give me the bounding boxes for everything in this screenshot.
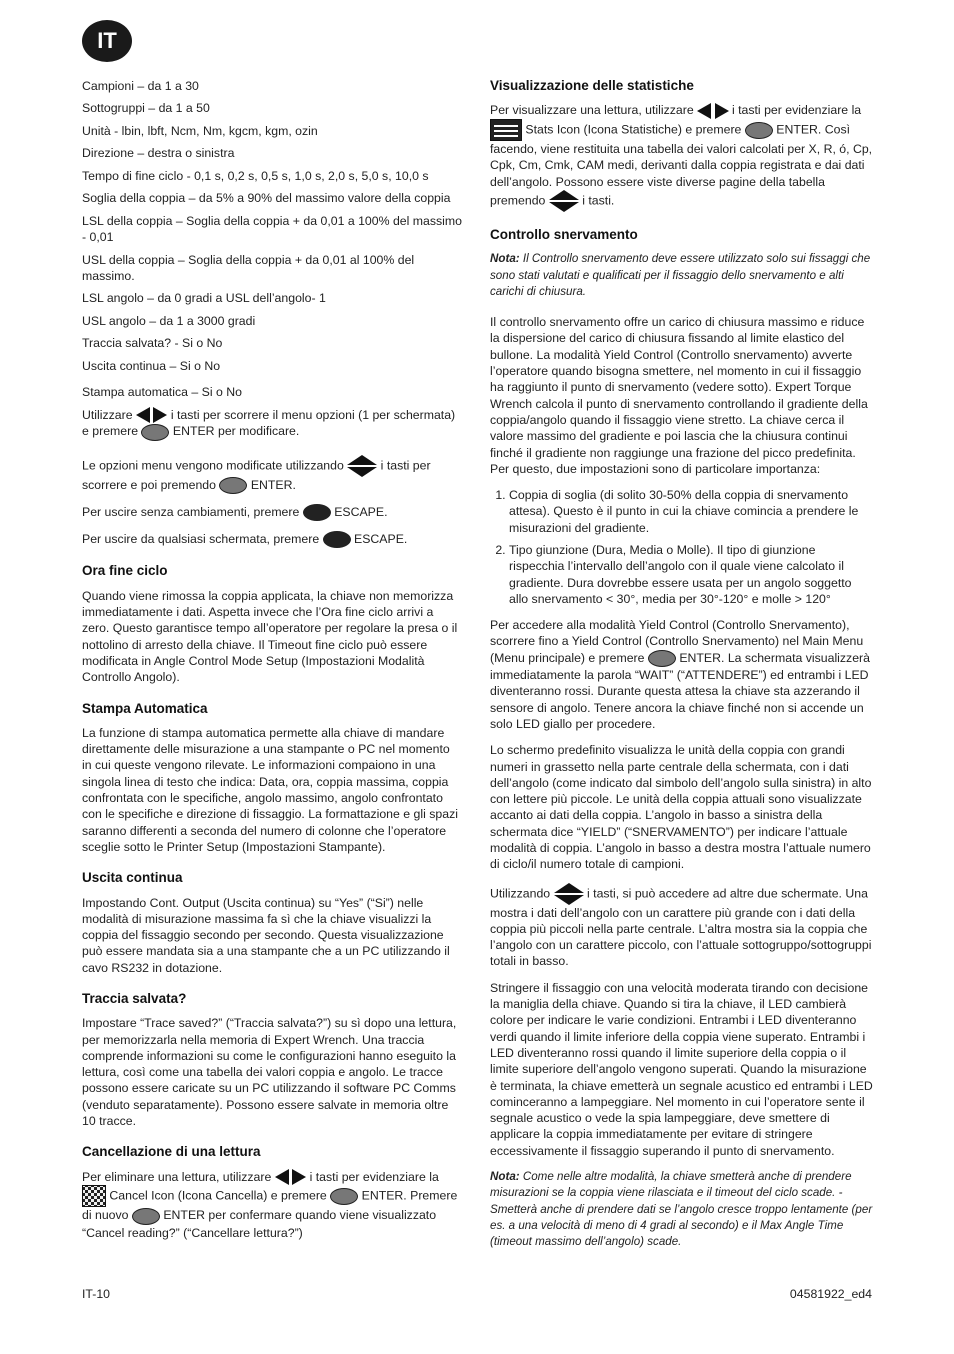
- cancel-icon: [82, 1185, 106, 1207]
- enter-button-icon: [141, 424, 169, 441]
- option-item: Sottogruppi – da 1 a 50: [82, 101, 210, 116]
- paragraph-traccia-salvata: Impostare “Trace saved?” (“Traccia salvata?”) su sì dopo una lettura, per memorizzarla nella memoria di Expert Wrench. Una traccia comprende informazioni su come le configurazioni hanno eseguito la lettura, così come una tabella dei valori coppia e angolo. Le tracce possono essere caricate su un PC utilizzando il software PC Comms (venduto separatamente). Possono essere salvate in memoria oltre 10 tracce.: [82, 1016, 457, 1129]
- options-list: [82, 78, 462, 401]
- option-item: Campioni – da 1 a 30: [82, 79, 199, 93]
- list-item: 2. Tipo giunzione (Dura, Media o Molle). Il tipo di giunzione rispecchia l’intervallo dell’angolo con il quale viene calcolato il gradiente. Dura dovrebbe essere usata per un angolo soggetto allo snervamento < 30°, media per 30°-120° e molle > 120°: [509, 542, 874, 607]
- escape-button-icon: [323, 531, 351, 548]
- option-item: LSL angolo – da 0 gradi a USL dell’angolo- 1: [82, 291, 326, 306]
- arrow-left-icon: [697, 103, 711, 119]
- heading-statistiche: Visualizzazione delle statistiche: [490, 78, 694, 93]
- option-item: Stampa automatica – Si o No: [82, 385, 242, 400]
- option-item: Soglia della coppia – da 5% a 90% del massimo valore della coppia: [82, 191, 451, 206]
- arrow-right-icon: [153, 407, 167, 423]
- heading-cancellazione: Cancellazione di una lettura: [82, 1144, 261, 1160]
- paragraph-ora-fine-ciclo: Quando viene rimossa la coppia applicata, la chiave non memorizza immediatamente i dati. Aspetta invece che l’Ora fine ciclo arrivi a zero. Questo garantisce tempo all’operatore per regolare la presa o il nottolino di arresto della chiave. Il Timeout fine ciclo può essere modificata in Angle Control Mode Setup (Impostazioni Modalità Controllo Angolo).: [82, 588, 458, 685]
- settings-list: [490, 487, 874, 607]
- option-item: Uscita continua – Si o No: [82, 358, 221, 373]
- arrow-right-icon: [292, 1169, 306, 1185]
- page-number: IT-10: [82, 1287, 111, 1301]
- language-badge: IT: [82, 20, 132, 62]
- up-down-arrows-icon: [549, 190, 579, 212]
- note-1: Nota: Il Controllo snervamento deve essere utilizzato solo sui fissaggi che sono stati valutati e qualificati per il fissaggio dello snervamento e alti carichi di chiusura.: [490, 252, 871, 298]
- arrow-right-icon: [715, 103, 729, 119]
- option-item: Tempo di fine ciclo - 0,1 s, 0,2 s, 0,5 s, 1,0 s, 2,0 s, 5,0 s, 10,0 s: [82, 168, 429, 183]
- stats-icon: [490, 119, 522, 141]
- note-2: Nota: Come nelle altre modalità, la chiave smetterà anche di prendere misurazioni se la coppia viene rilasciata e il timeout del ciclo scade. -Smetterà anche di prendere dati se l’angolo cresce troppo lentamente (per es. a una velocità di meno di 4 gradi al secondo) e il Max Angle Time (timeout massimo dell’angolo) scade.: [490, 1170, 873, 1249]
- heading-uscita-continua: Uscita continua: [82, 870, 183, 886]
- option-item: USL della coppia – Soglia della coppia + da 0,01 al 100% del massimo.: [82, 252, 415, 283]
- enter-button-icon: [132, 1208, 160, 1225]
- option-item: Unità - lbin, lbft, Ncm, Nm, kgcm, kgm, ozin: [82, 123, 318, 138]
- arrow-left-icon: [275, 1169, 289, 1185]
- heading-traccia-salvata: Traccia salvata?: [82, 990, 187, 1006]
- enter-button-icon: [648, 650, 676, 667]
- enter-button-icon: [745, 122, 773, 139]
- heading-controllo-snervamento: Controllo snervamento: [490, 226, 638, 242]
- paragraph-snervamento-1: Il controllo snervamento offre un carico di chiusura massimo e riduce la dispersione del carico di chiusura fissando al limite elastico del bullone. La modalità Yield Control (Controllo snervamento) avverte l’operatore quando bisogna smettere, nel momento in cui il fissaggio ha raggiunto il punto di snervamento (vedere sotto). Expert Torque Wrench calcola il punto di snervamento controllando il gradiente della coppia/angolo quando il fissaggio viene stretto. La chiave cerca il valore massimo del gradiente e poi lascia che la chiusura continui finché il gradiente non raggiunge una frazione del picco predefinita. Per questo, due impostazioni sono di particolare importanza:: [490, 315, 868, 476]
- paragraph-stampa-automatica: La funzione di stampa automatica permette alla chiave di mandare direttamente delle misurazione a una stampante o PC nel momento in cui queste vengono rilevate. Le informazioni compaiono in una singola linea di testo che indica: Data, ora, coppia massima, coppia confrontata con le specifiche, angolo massimo, angolo confrontato con le specifiche e direzione di fissaggio. La formattazione e gli spazi saranno differenti a seconda del numero di colonne che l’operatore sceglie sotto le Printer Setup (Impostazioni Stampante).: [82, 725, 458, 854]
- heading-ora-fine-ciclo: Ora fine ciclo: [82, 563, 168, 579]
- exit-paragraph-1: Per uscire senza cambiamenti, premere ESCAPE.: [82, 504, 462, 521]
- left-column: [82, 78, 462, 1251]
- paragraph-snervamento-3: Lo schermo predefinito visualizza le unità della coppia con grandi numeri in grassetto nella parte centrale della schermata, con i dati dell’angolo (come indicato dal simbolo dell’angolo sulla sinistra) in alto con lettere più piccole. Le unità della coppia attuali sono visualizzate accanto ai dati della coppia. L’angolo in basso a sinistra della schermata dice “YIELD” (“SNERVAMENTO”) per indicare l’attuale modalità di coppia. L’angolo in basso a destra mostra l’attuale numero di ciclo/il numero totale di campioni.: [490, 743, 872, 872]
- up-down-arrows-icon: [554, 883, 584, 905]
- up-down-arrows-icon: [347, 455, 377, 477]
- paragraph-snervamento-2: Per accedere alla modalità Yield Control (Controllo Snervamento), scorrere fino a Yield Control (Controllo Snervamento) nel Main Menu (Menu principale) e premere ENTER. La schermata visualizzerà immediatamente la parola “WAIT” (“ATTENDERE”) ed entrambi i LED diventeranno rossi. Durante questa attesa la chiave sta azzerando il sensore di angolo. Tenere ancora la chiave finché non si accende un solo LED giallo per procedere.: [490, 618, 870, 731]
- list-item: 1. Coppia di soglia (di solito 30-50% della coppia di snervamento attesa). Questo è il punto in cui la chiave comincia a prendere le misurazioni del gradiente.: [509, 487, 874, 536]
- paragraph-snervamento-4: Utilizzando i tasti, si può accedere ad altre due schermate. Una mostra i dati dell’angolo con un carattere più grande con i dati della coppia più piccoli nella parte centrale. L’altra mostra sia la coppia che l’angolo con un carattere piccolo, con l’attuale sottogruppo/sottogruppi totali in basso.: [490, 883, 874, 970]
- right-column: [490, 78, 874, 1261]
- modify-paragraph: Le opzioni menu vengono modificate utilizzando i tasti per scorrere e poi premendo ENTER.: [82, 455, 462, 494]
- option-item: Direzione – destra o sinistra: [82, 146, 235, 161]
- escape-button-icon: [303, 504, 331, 521]
- enter-button-icon: [330, 1188, 358, 1205]
- option-item: Traccia salvata? - Si o No: [82, 336, 223, 351]
- exit-paragraph-2: Per uscire da qualsiasi schermata, premere ESCAPE.: [82, 531, 462, 548]
- arrow-left-icon: [136, 407, 150, 423]
- heading-stampa-automatica: Stampa Automatica: [82, 700, 208, 716]
- paragraph-uscita-continua: Impostando Cont. Output (Uscita continua) su “Yes” (“Si”) nelle modalità di misurazione massima fa sì che la chiave visualizzi la coppia del fissaggio secondo per secondo. Questa visualizzazione può essere mandata sia a una stampante che a un PC utilizzando il cavo RS232 in dotazione.: [82, 895, 450, 975]
- document-code: 04581922_ed4: [789, 1287, 872, 1301]
- paragraph-snervamento-5: Stringere il fissaggio con una velocità moderata tirando con decisione la maniglia della chiave. Quando si tira la chiave, il LED cambierà colore per indicare le varie condizioni. Entrambi i LED diventeranno verdi quando il limite inferiore della coppia viene superato. Entrambi i LED diventeranno rossi quando il limite superiore della coppia o il limite superiore dell’angolo vengono superati. Quando la misurazione è terminata, la chiave emetterà un segnale acustico ed entrambi i LED cominceranno a lampeggiare. Nel momento in cui l’operatore sente il segnale acustico o vede la spia lampeggiare, deve smettere di applicare la coppia immediatamente per evitare di stringere eccessivamente il fissaggio superando il punto di snervamento.: [490, 980, 873, 1158]
- paragraph-statistiche: Per visualizzare una lettura, utilizzare i tasti per evidenziare la Stats Icon (Icona Statistiche) e premere ENTER. Così facendo, viene restituita una tabella dei valori calcolati per X, R, ó, Cp, Cpk, Cm, Cmk, CAM medi, derivanti dalla coppia registrata e dai dati dell’angolo. Possono essere viste diverse pagine della tabella premendo i tasti.: [490, 102, 874, 212]
- paragraph-cancellazione: Per eliminare una lettura, utilizzare i tasti per evidenziare la Cancel Icon (Icona Cancella) e premere ENTER. Premere di nuovo ENTER per confermare quando viene visualizzato “Cancel reading?” (“Cancellare lettura?”): [82, 1169, 458, 1240]
- nav-paragraph: Utilizzare i tasti per scorrere il menu opzioni (1 per schermata) e premere ENTER per modificare.: [82, 407, 462, 441]
- option-item: USL angolo – da 1 a 3000 gradi: [82, 313, 256, 328]
- option-item: LSL della coppia – Soglia della coppia + da 0,01 a 100% del massimo - 0,01: [82, 213, 462, 245]
- enter-button-icon: [219, 477, 247, 494]
